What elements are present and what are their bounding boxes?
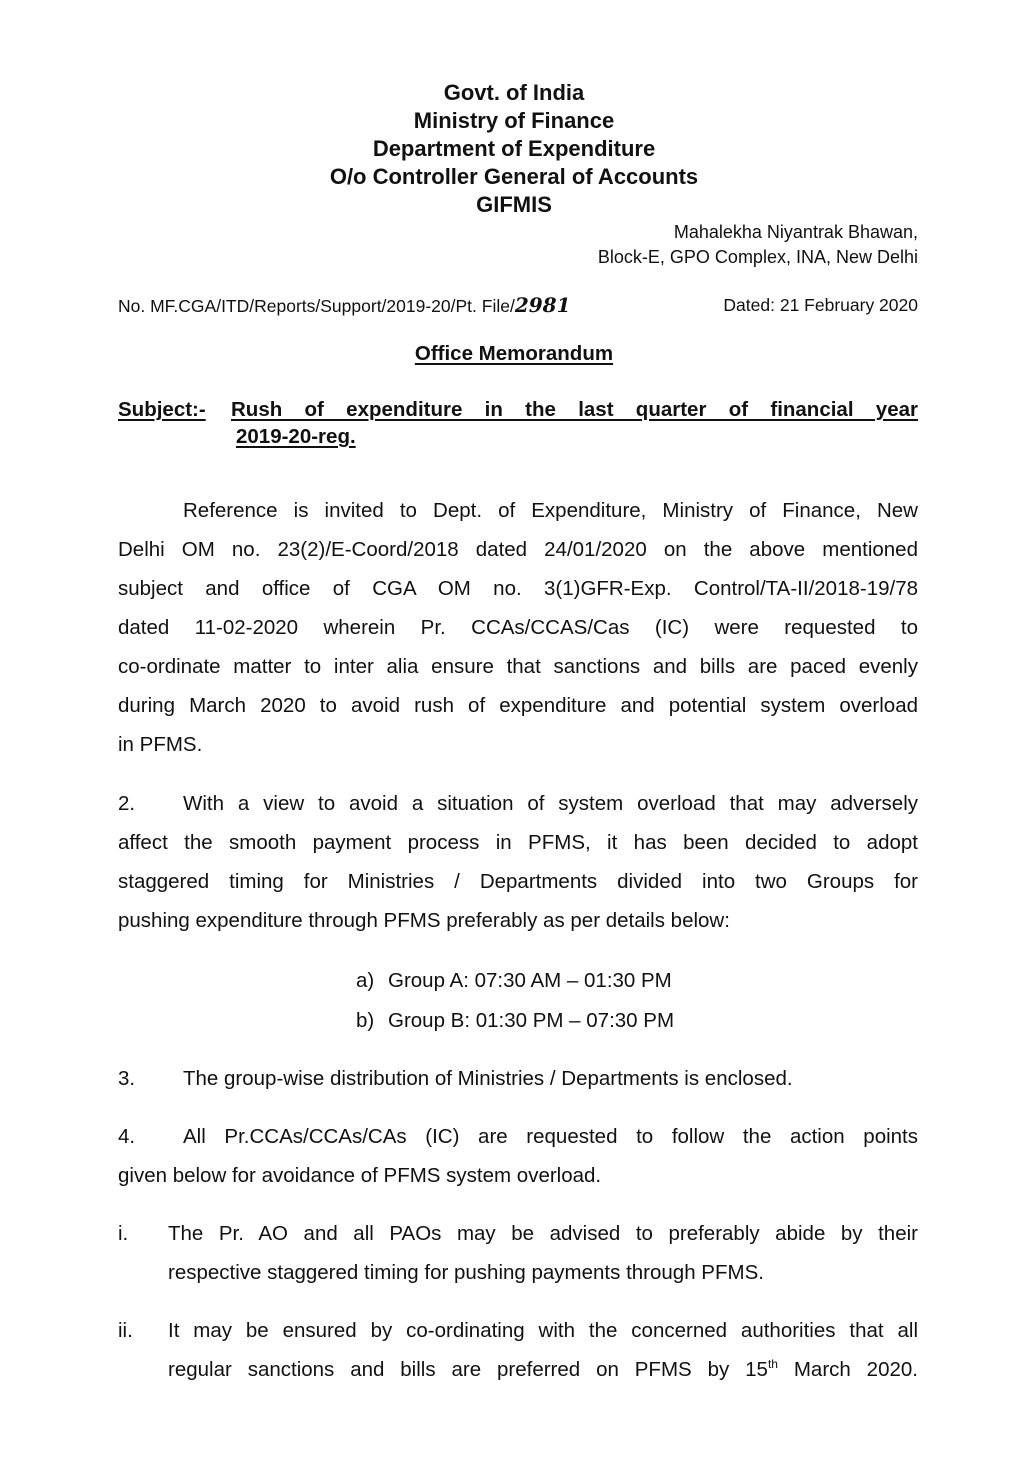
para1-line: in PFMS. [118, 733, 203, 756]
group-a-label: a) [356, 969, 375, 992]
subject-line-1: Rush of expenditure in the last quarter of financial year [231, 398, 918, 421]
para2-line: staggered timing for Ministries / Departments divided into two Groups for [118, 870, 918, 893]
para1-line: Reference is invited to Dept. of Expenditure, Ministry of Finance, New [183, 499, 918, 522]
item-ii-line [168, 1358, 918, 1382]
reference-number [118, 293, 571, 318]
document-title: Office Memorandum [414, 342, 614, 365]
para3-text: The group-wise distribution of Ministries / Departments is enclosed. [183, 1067, 793, 1090]
header-govt: Govt. of India [443, 80, 585, 105]
para4-line: given below for avoidance of PFMS system overload. [118, 1164, 602, 1187]
handwritten-number: 2981 [514, 293, 571, 317]
address-line-2: Block-E, GPO Complex, INA, New Delhi [597, 247, 918, 267]
ordinal-suffix: th [767, 1357, 778, 1372]
group-b-text: Group B: 01:30 PM – 07:30 PM [388, 1009, 675, 1032]
subject-label: Subject:- [118, 398, 206, 421]
para1-line: during March 2020 to avoid rush of expenditure and potential system overload [118, 694, 918, 717]
item-i-line: respective staggered timing for pushing payments through PFMS. [168, 1261, 764, 1284]
header-gifmis: GIFMIS [476, 192, 552, 217]
para3-number: 3. [118, 1067, 136, 1090]
para2-line: affect the smooth payment process in PFMS, it has been decided to adopt [118, 831, 918, 854]
item-ii-line: It may be ensured by co-ordinating with the concerned authorities that all [168, 1319, 918, 1342]
header-ministry: Ministry of Finance [413, 108, 615, 133]
subject-line-2: 2019-20-reg. [236, 425, 356, 448]
para4-line: All Pr.CCAs/CCAs/CAs (IC) are requested to follow the action points [183, 1125, 918, 1148]
para2-line: With a view to avoid a situation of system overload that may adversely [183, 792, 918, 815]
para2-number: 2. [118, 792, 136, 815]
para1-line: subject and office of CGA OM no. 3(1)GFR-Exp. Control/TA-II/2018-19/78 [118, 577, 918, 600]
group-b-label: b) [356, 1009, 375, 1032]
item-ii-number: ii. [118, 1319, 133, 1342]
item-ii-line2-text: regular sanctions and bills are preferred on PFMS by 15 [168, 1358, 768, 1381]
item-i-line: The Pr. AO and all PAOs may be advised to preferably abide by their [168, 1222, 918, 1245]
item-i-number: i. [118, 1222, 129, 1245]
para1-line: co-ordinate matter to inter alia ensure that sanctions and bills are paced evenly [118, 655, 918, 678]
header-office: O/o Controller General of Accounts [329, 164, 699, 189]
address-line-1: Mahalekha Niyantrak Bhawan, [673, 222, 918, 242]
para2-line: pushing expenditure through PFMS preferably as per details below: [118, 909, 730, 932]
para4-number: 4. [118, 1125, 136, 1148]
para1-line: Delhi OM no. 23(2)/E-Coord/2018 dated 24/01/2020 on the above mentioned [118, 538, 918, 561]
para1-line: dated 11-02-2020 wherein Pr. CCAs/CCAS/Cas (IC) were requested to [118, 616, 918, 639]
group-a-text: Group A: 07:30 AM – 01:30 PM [388, 969, 672, 992]
item-ii-line2-end: March 2020. [777, 1358, 918, 1381]
reference-number-text: No. MF.CGA/ITD/Reports/Support/2019-20/Pt. File/ [118, 296, 515, 316]
header-department: Department of Expenditure [372, 136, 656, 161]
date: Dated: 21 February 2020 [723, 295, 918, 315]
